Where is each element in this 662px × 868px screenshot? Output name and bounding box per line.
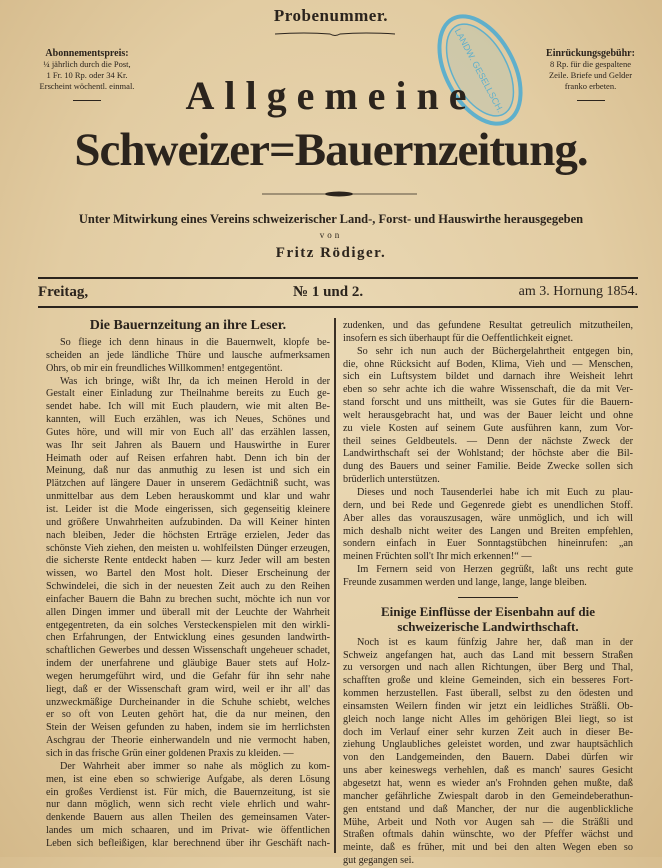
column-right <box>343 320 633 868</box>
text-line: gen entstand und daß Mancher, der nur die augenblickliche <box>343 803 633 815</box>
article-separator <box>458 597 518 598</box>
text-line: doch im Verlauf einer sehr kurzen Zeit auch in dieser Be- <box>343 726 633 738</box>
text-line: Dieses und noch Tausenderlei habe ich mit Euch zu plau- <box>357 486 633 498</box>
weekday: Freitag, <box>38 284 89 300</box>
flourish-ornament <box>275 30 395 38</box>
text-line: Landwirthschaft sei der Wohlstand; der höchste aber die Bil- <box>343 448 633 460</box>
top-rule <box>38 277 638 279</box>
text-line: meinte, daß es früher, mit und bei den alten Wegen eben so <box>343 842 633 854</box>
text-line: kannten, will Euch erzählen, was ich Neues, Schönes und <box>46 414 330 426</box>
text-line: gut gegangen sei. <box>343 855 415 867</box>
ornament-rule <box>262 190 417 198</box>
newspaper-title: Schweizer=Bauernzeitung. <box>74 124 588 176</box>
text-line: sondern einfach in Euer Sonntagstübchen hineinrufen: „an <box>343 538 633 550</box>
text-line: sich ein Luftsystem bildet und darnach ihre Weisheit lehrt <box>343 371 633 383</box>
text-line: Schwindelei, die sich in der neuesten Zeit auch zu den Reihen <box>46 581 330 593</box>
text-line: Der Wahrheit aber immer so nahe als möglich zu kom- <box>60 760 330 772</box>
text-line: kommen herzustellen. Fast überall, selbst zu den ödesten und <box>343 688 633 700</box>
text-line: welt herausgebracht hat, und was der Bauer leicht und ohne <box>343 409 633 421</box>
text-line: von den Landgemeinden, den Bauern. Dabei dürfen wir <box>343 752 633 764</box>
by-label: von <box>319 230 343 240</box>
text-line: liegt, daß er der Wissenschaft gram wird, weil er ihr all' das <box>46 683 330 695</box>
article-heading: Die Bauernzeitung an ihre Leser. <box>89 318 287 333</box>
text-line: Leben sich befleißigen, klar berechnend über ihr Geschäft nach- <box>46 837 330 849</box>
text-line: und größere Unwahrheiten aufzubinden. Da will Keiner hinten <box>46 516 330 528</box>
dateline <box>38 282 638 304</box>
text-line: Ohrs, ob mir ein freundliches Willkommen! entgegentönt. <box>46 362 283 374</box>
text-line: mancher gefährliche Zwiespalt darob in den Gemeindeberathun- <box>343 790 633 802</box>
text-line: er so oft von Leuten gehört hat, die da nur meinen, den <box>46 709 330 721</box>
subscription-title: Abonnementspreis: <box>45 48 129 59</box>
text-line: landes um mich schaaren, und im Privat- wie öffentlichen <box>46 825 330 837</box>
text-line: zudenken, und das gefundene Resultat getreulich mitzutheilen, <box>343 320 633 331</box>
text-line: die sicherste Rente entdeckt haben — kurz Jeder will am besten <box>46 555 330 567</box>
text-line: Stein der Weisen gefunden zu haben, indem sie im herrlichsten <box>46 722 330 734</box>
insertion-line: Zeile. Briefe und Gelder <box>548 70 633 80</box>
text-line: nur dann möglich, wenn sich recht viele ehrlich und wahr- <box>46 799 330 811</box>
text-line: men, ist eine eben so schwierige Aufgabe, als deren Lösung <box>46 773 330 785</box>
insertion-line: franko erbeten. <box>564 81 617 91</box>
text-line: Heimath oder auf Reisen erfahren habt. Denn ich bin der <box>46 452 330 464</box>
text-line: Plätzchen auf längere Dauer in unserem Gedächtniß sucht, was <box>46 478 330 490</box>
text-line: allen Dingen immer und überall mit der Leuchte der Wahrheit <box>46 606 330 618</box>
text-line: einfacher Bauern die Bahn zu brechen sucht, möchte ich nun vor <box>46 593 330 605</box>
text-line: nach bleiben, Jeder die höchsten Erträge erzielen, Jeder das <box>46 529 330 541</box>
text-line: dern, und bei Rede und Gegenrede giebt es unendlichen Stoff. <box>343 499 633 511</box>
text-line: dung des Bauers und seiner Familie. Beide Zwecke sollen sich <box>343 461 633 473</box>
text-line: eben so sehr achte ich die wahre Wissenschaft, die da mit Ver- <box>343 384 633 396</box>
bottom-rule <box>38 306 638 308</box>
edition-label: Probenummer. <box>273 6 389 25</box>
text-line: Mühe, Arbeit und Noth vor Augen sah — die Sträßli und <box>343 816 633 828</box>
text-line: Im Fernern seid von Herzen gegrüßt, laßt uns recht gute <box>357 564 633 576</box>
title-line-1: Allgemeine <box>185 73 477 118</box>
text-line: Gutes höre, und will mir von Euch all' das erzählen lassen, <box>46 426 330 438</box>
text-line: was Ihr seit Jahren als Bauern und Hauswirthe in Eurer <box>46 439 330 451</box>
text-line: wissen, wo Bartel den Most holt. Dieser Erscheinung der <box>46 568 330 580</box>
text-line: Aber alles das vorauszusagen, wäre unmöglich, und ich will <box>343 512 633 524</box>
text-line: wegen herumgeführt wird, und die Gefahr für ihn sehr nahe <box>46 670 330 682</box>
text-line: schönste Vieh ziehen, den meisten u. wohlfeilsten Dünger erzeugen, <box>46 542 330 554</box>
text-line: entgegentreten, da ein solches Versteckenspielen mit den wirkli- <box>46 619 330 631</box>
text-line: ein großes Verdienst ist. Für mich, die Bauernzeitung, ist sie <box>46 786 330 798</box>
text-line: Meinung, daß nur das anmuthig zu lesen ist und sich ein <box>46 465 330 477</box>
text-line: gleich noch lange nicht Alles im gehörigen Blei liegt, so ist <box>343 713 633 725</box>
text-line: theil seines Geldbeutels. — Denn der nächste Zweck der <box>343 435 633 447</box>
text-line: abgesetzt hat, wenn es wieder an's Frohnden gehen mußte, daß <box>343 778 633 789</box>
text-line: Noch ist es kaum fünfzig Jahre her, daß man in der <box>357 636 633 648</box>
subtitle: Unter Mitwirkung eines Vereins schweizerischer Land-, Forst- und Hauswirthe herausgegeben <box>78 212 584 226</box>
column-left <box>46 318 330 851</box>
article-heading: Einige Einflüsse der Eisenbahn auf die schweizerische Landwirthschaft. <box>381 603 595 634</box>
text-line: insofern es sich überhaupt für die Oeffentlichkeit eignet. <box>343 332 574 344</box>
text-line: zu versorgen und nach allen Richtungen, über Berg und Thal, <box>343 662 633 674</box>
editor-name: Fritz Rödiger. <box>275 245 387 261</box>
text-line: Straßen oftmals dahin wünschte, wo der Pfeffer wächst und <box>343 829 633 841</box>
text-line: ziehung Unglaubliches geleistet worden, und zwar hauptsächlich <box>343 739 633 751</box>
insertion-line: 8 Rp. für die gespaltene <box>550 59 631 69</box>
issue-number: № 1 und 2. <box>293 284 364 300</box>
subscription-line: 1 Fr. 10 Rp. oder 34 Kr. <box>46 70 128 80</box>
text-line: zu viele Kosten auf seinem Gute ausführen kann, zum Vor- <box>343 422 633 434</box>
text-line: Aschgrau der Theorie einherwandeln und nie vermocht haben, <box>46 735 330 747</box>
text-line: scheiden an jede ländliche Thüre und lausche aufmerksamen <box>46 349 330 361</box>
text-line: stand forscht und uns mittheilt, was sie Gutes für die Bauern- <box>343 397 633 409</box>
text-line: denkende Bauern aus allen Theilen des gemeinsamen Vater- <box>46 812 330 824</box>
text-line: meinen Früchten soll't Ihr mich erkennen!“ — <box>343 551 532 563</box>
text-line: einsamsten Weilern finden wir jetzt ein leidliches Sträßli. Ob- <box>343 700 633 712</box>
text-line: Schweiz angefangen hat, auch das Land mit bessern Straßen <box>343 649 633 661</box>
svg-text:LANDW. GESELLSCH.: LANDW. GESELLSCH. <box>452 26 506 115</box>
text-line: schafften große und kleine Gemeinden, sich ein besseres Fort- <box>343 675 633 687</box>
text-line: mich deshalb nicht weiter des Langen und Breiten empfehlen, <box>343 525 633 537</box>
text-line: chen Erfahrungen, der Entwicklung eines gesunden landwirth- <box>46 632 330 644</box>
text-line: uns aber keineswegs verhehlen, daß es manch' saures Gesicht <box>343 765 633 777</box>
text-line: sendet habe. Ich will mit Euch plaudern, wie mit alten Be- <box>46 401 330 413</box>
subscription-line: ¼ jährlich durch die Post, <box>43 59 131 69</box>
text-line: ist. Leider ist die Mode eingerissen, sich gegenseitig kleinere <box>46 503 330 515</box>
column-divider <box>334 318 336 853</box>
insertion-title: Einrückungsgebühr: <box>546 48 635 59</box>
text-line: sich in das frische Grün einer goldenen Praxis zu kleiden. — <box>46 748 294 759</box>
issue-date: am 3. Hornung 1854. <box>518 284 638 299</box>
text-line: Gestalt einer Einladung zur Theilnahme bereits zu Euch ge- <box>46 388 330 400</box>
text-line: Freunde zusammen werden und lange, lange, lange bleiben. <box>343 576 587 588</box>
text-line: die, ohne Rücksicht auf Boden, Klima, Vieh und — Menschen, <box>343 358 633 370</box>
text-line: brüderlich unterstützen. <box>343 474 440 486</box>
subscription-line: Erscheint wöchentl. einmal. <box>39 81 135 91</box>
text-line: unmittelbar aus dem Leben herauskommt und klar und wahr <box>46 491 330 503</box>
text-line: schaftlichen Gewerbes und dessen Wissenschaft ungeheuer schadet, <box>46 645 330 657</box>
text-line: indem der unerfahrene und gläubige Bauer stets auf Holz- <box>46 658 330 670</box>
text-line: So sehr ich nun auch der Büchergelahrtheit entgegen bin, <box>357 345 633 357</box>
text-line: So fliege ich denn hinaus in die Bauernwelt, klopfe be- <box>60 337 330 348</box>
text-line: unzweckmäßige Durcheinander in die Schuhe schiebt, welches <box>46 696 330 708</box>
text-line: Was ich bringe, wißt Ihr, da ich meinen Herold in der <box>60 375 330 387</box>
